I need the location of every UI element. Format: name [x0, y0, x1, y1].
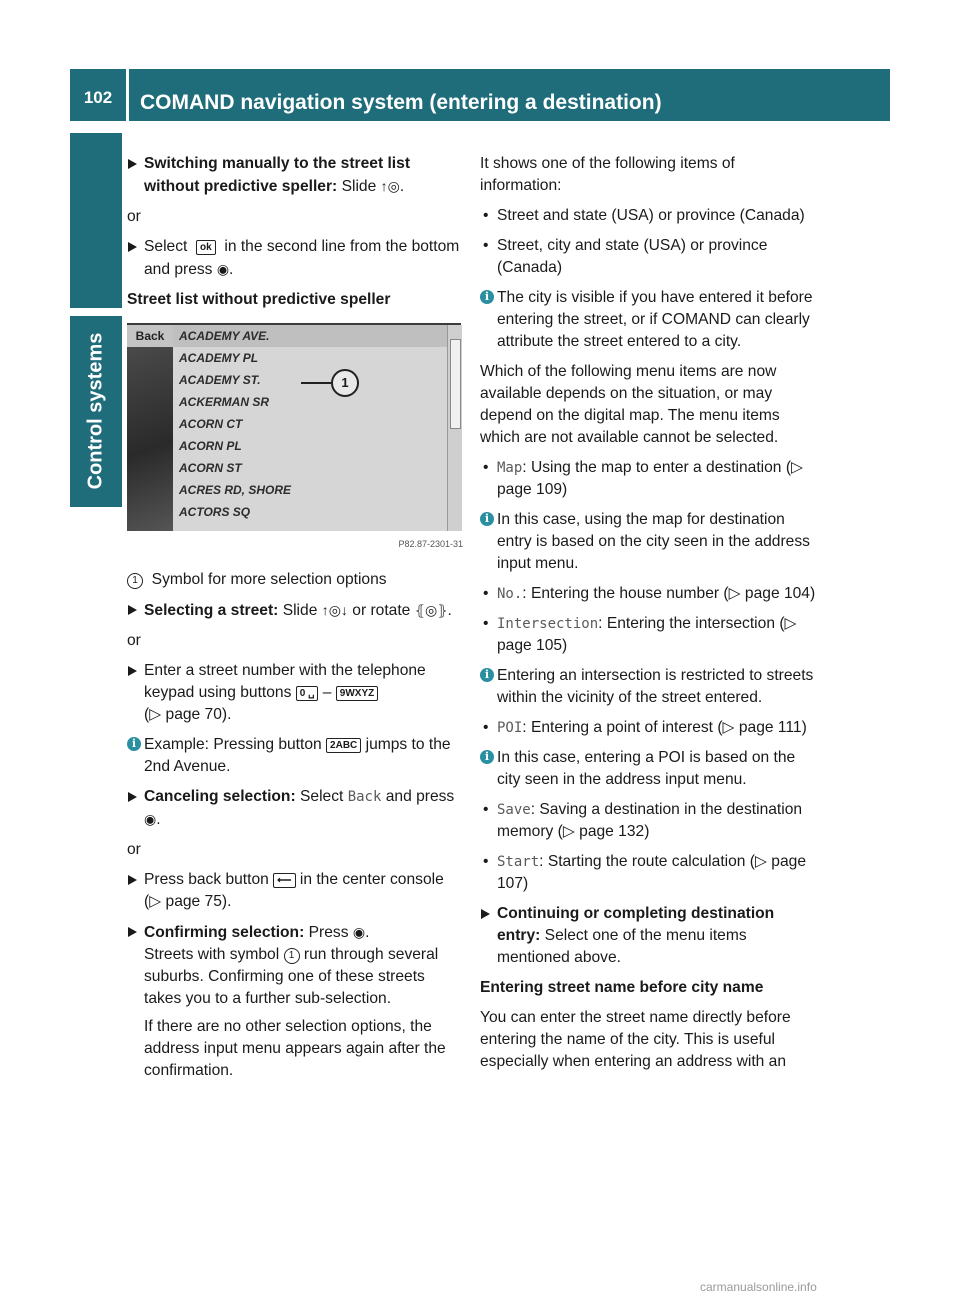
step-text: Enter a street number with the telephone keypad using buttons: [144, 662, 426, 701]
key-0-icon: 0 ␣: [296, 686, 319, 701]
page-reference: (▷ page 70).: [144, 706, 232, 723]
instruction-step: [127, 869, 463, 913]
bullet-text: : Entering a point of interest (▷ page 111): [522, 719, 807, 736]
info-icon: i: [480, 750, 494, 764]
info-note: [480, 747, 816, 791]
instruction-step: [127, 660, 463, 726]
street-list-item[interactable]: ACADEMY ST.: [179, 373, 261, 387]
street-list: [173, 325, 447, 531]
step-text: Press back button: [144, 871, 269, 888]
street-list-item[interactable]: ACORN PL: [179, 439, 242, 453]
bullet-item: [480, 583, 816, 605]
step-paragraph: If there are no other selection options, the address input menu appears again after the confirmation.: [144, 1018, 446, 1079]
info-text: Entering an intersection is restricted to streets within the vicinity of the street entered.: [497, 667, 814, 706]
callout-line: [301, 382, 331, 384]
step-title: Confirming selection:: [144, 924, 305, 941]
or-label: or: [127, 841, 141, 858]
step-text: Select: [300, 788, 344, 805]
page-title: COMAND navigation system (entering a destination): [140, 91, 662, 114]
paragraph: It shows one of the following items of information:: [480, 155, 735, 194]
screen-background: [127, 347, 173, 531]
bullet-item: [480, 851, 816, 895]
step-title: Switching manually to the street list without predictive speller:: [144, 155, 411, 195]
back-button[interactable]: Back: [127, 325, 173, 347]
bullet-text: : Entering the intersection (▷ page 105): [497, 615, 797, 654]
dash: –: [322, 684, 332, 701]
instruction-step: Switching manually to the street list without predictive speller: Slide ↑◎.: [127, 153, 463, 198]
step-text: in the center console (▷ page 75).: [144, 871, 444, 910]
rotate-controller-icon: ⦃◎⦄: [414, 602, 448, 618]
instruction-step: Confirming selection: Press ◉. Streets with symbol 1 run through several suburbs. Confirming one of these streets takes you to a further sub-selection. If there are no other selection options, the address input menu appears again after the confirmation.: [127, 921, 463, 1082]
info-icon: i: [127, 737, 141, 751]
right-column: [480, 153, 816, 1081]
instruction-step: Select ok in the second line from the bottom and press ◉.: [127, 236, 463, 281]
paragraph: You can enter the street name directly before entering the name of the city. This is useful especially when entering an address with an: [480, 1009, 791, 1070]
ok-key-icon: ok: [196, 240, 216, 255]
info-icon: i: [480, 668, 494, 682]
key-9-icon: 9WXYZ: [336, 686, 378, 701]
bullet-item: • Street, city and state (USA) or province (Canada): [480, 235, 816, 279]
slide-up-controller-icon: ↑◎: [380, 178, 400, 194]
step-text: Streets with symbol: [144, 946, 280, 963]
step-text: in the second line from the bottom and press: [144, 238, 460, 278]
press-controller-icon: ◉: [216, 261, 230, 277]
bullet-item: [480, 457, 816, 501]
step-title: Selecting a street:: [144, 602, 279, 619]
figure-id: P82.87-2301-31: [398, 539, 463, 549]
info-note: [127, 734, 463, 778]
bullet-text: : Entering the house number (▷ page 104): [522, 585, 816, 602]
street-list-item[interactable]: ACADEMY AVE.: [179, 329, 270, 343]
section-tab-label: Control systems: [84, 332, 107, 490]
street-list-item[interactable]: ACORN ST: [179, 461, 242, 475]
press-controller-icon: ◉: [144, 811, 157, 827]
street-list-item[interactable]: ACKERMAN SR: [179, 395, 269, 409]
callout-marker: 1: [331, 369, 359, 397]
step-text: run through several suburbs. Confirming one of these streets takes you to a further sub-selection.: [144, 946, 439, 1007]
bullet-item: • Street and state (USA) or province (Canada): [480, 205, 816, 227]
step-text: Slide: [341, 178, 377, 195]
step-title: Canceling selection:: [144, 788, 296, 805]
street-list-item[interactable]: ACTORS SQ: [179, 505, 251, 519]
section-heading: Entering street name before city name: [480, 979, 764, 996]
menu-item-code: Save: [497, 802, 531, 818]
scrollbar[interactable]: [447, 325, 462, 531]
watermark: carmanualsonline.info: [700, 1280, 817, 1294]
menu-item-code: Start: [497, 854, 540, 870]
scrollbar-thumb[interactable]: [450, 339, 461, 429]
bullet-text: : Using the map to enter a destination (▷ page 109): [497, 459, 803, 498]
street-list-item[interactable]: ACORN CT: [179, 417, 243, 431]
info-note: [480, 287, 816, 353]
info-text: The city is visible if you have entered it before entering the street, or if COMAND can clearly attribute the street entered to a city.: [497, 289, 813, 350]
legend-number: 1: [127, 573, 143, 589]
menu-item-code: No.: [497, 586, 523, 602]
page-number: 102: [83, 88, 113, 107]
bullet-item: [480, 799, 816, 843]
figure-heading: Street list without predictive speller: [127, 291, 391, 308]
step-title: Continuing or completing destination entry:: [497, 905, 775, 944]
instruction-step: Canceling selection: Select Back and press ◉.: [127, 786, 463, 831]
bullet-text: : Saving a destination in the destination memory (▷ page 132): [497, 801, 803, 840]
info-text: In this case, using the map for destination entry is based on the city seen in the address input menu.: [497, 511, 810, 572]
or-label: or: [127, 632, 141, 649]
info-note: [480, 509, 816, 575]
step-text: or rotate: [352, 602, 411, 619]
paragraph: Which of the following menu items are now available depends on the situation, or may depend on the digital map. The menu items which are not available cannot be selected.: [480, 363, 780, 446]
instruction-step: Selecting a street: Slide ↑◎↓ or rotate ⦃◎⦄.: [127, 599, 463, 622]
press-controller-icon: ◉: [352, 924, 366, 940]
legend-item: [127, 569, 463, 591]
menu-item-code: Back: [347, 789, 382, 805]
bullet-item: [480, 613, 816, 657]
menu-item-code: POI: [497, 720, 523, 736]
header-divider: [126, 69, 129, 121]
instruction-step: [480, 903, 816, 969]
info-icon: i: [480, 290, 494, 304]
slide-updown-controller-icon: ↑◎↓: [321, 602, 348, 618]
key-2-icon: 2ABC: [326, 738, 361, 753]
left-column: [127, 153, 463, 1090]
street-list-item[interactable]: ACRES RD, SHORE: [179, 483, 292, 497]
step-text: and press: [385, 788, 455, 805]
info-text: In this case, entering a POI is based on the city seen in the address input menu.: [497, 749, 796, 788]
bullet-text: : Starting the route calculation (▷ page 107): [497, 853, 807, 892]
info-icon: i: [480, 512, 494, 526]
callout-number: 1: [284, 948, 300, 964]
back-key-icon: ⟵: [273, 873, 295, 888]
street-list-screen: [127, 323, 461, 531]
menu-item-code: Intersection: [497, 616, 599, 632]
step-text: Select one of the menu items mentioned above.: [497, 927, 747, 966]
street-list-item[interactable]: ACADEMY PL: [179, 351, 259, 365]
bullet-item: [480, 717, 816, 739]
info-note: [480, 665, 816, 709]
or-label: or: [127, 208, 141, 225]
menu-item-code: Map: [497, 460, 523, 476]
legend-text: Symbol for more selection options: [151, 571, 387, 588]
info-text: jumps to the 2nd Avenue.: [144, 736, 451, 775]
side-marker: [70, 133, 122, 308]
info-text: Example: Pressing button: [144, 736, 322, 753]
step-text: Select: [144, 238, 188, 255]
step-text: Slide: [282, 602, 318, 619]
step-text: Press: [308, 924, 349, 941]
